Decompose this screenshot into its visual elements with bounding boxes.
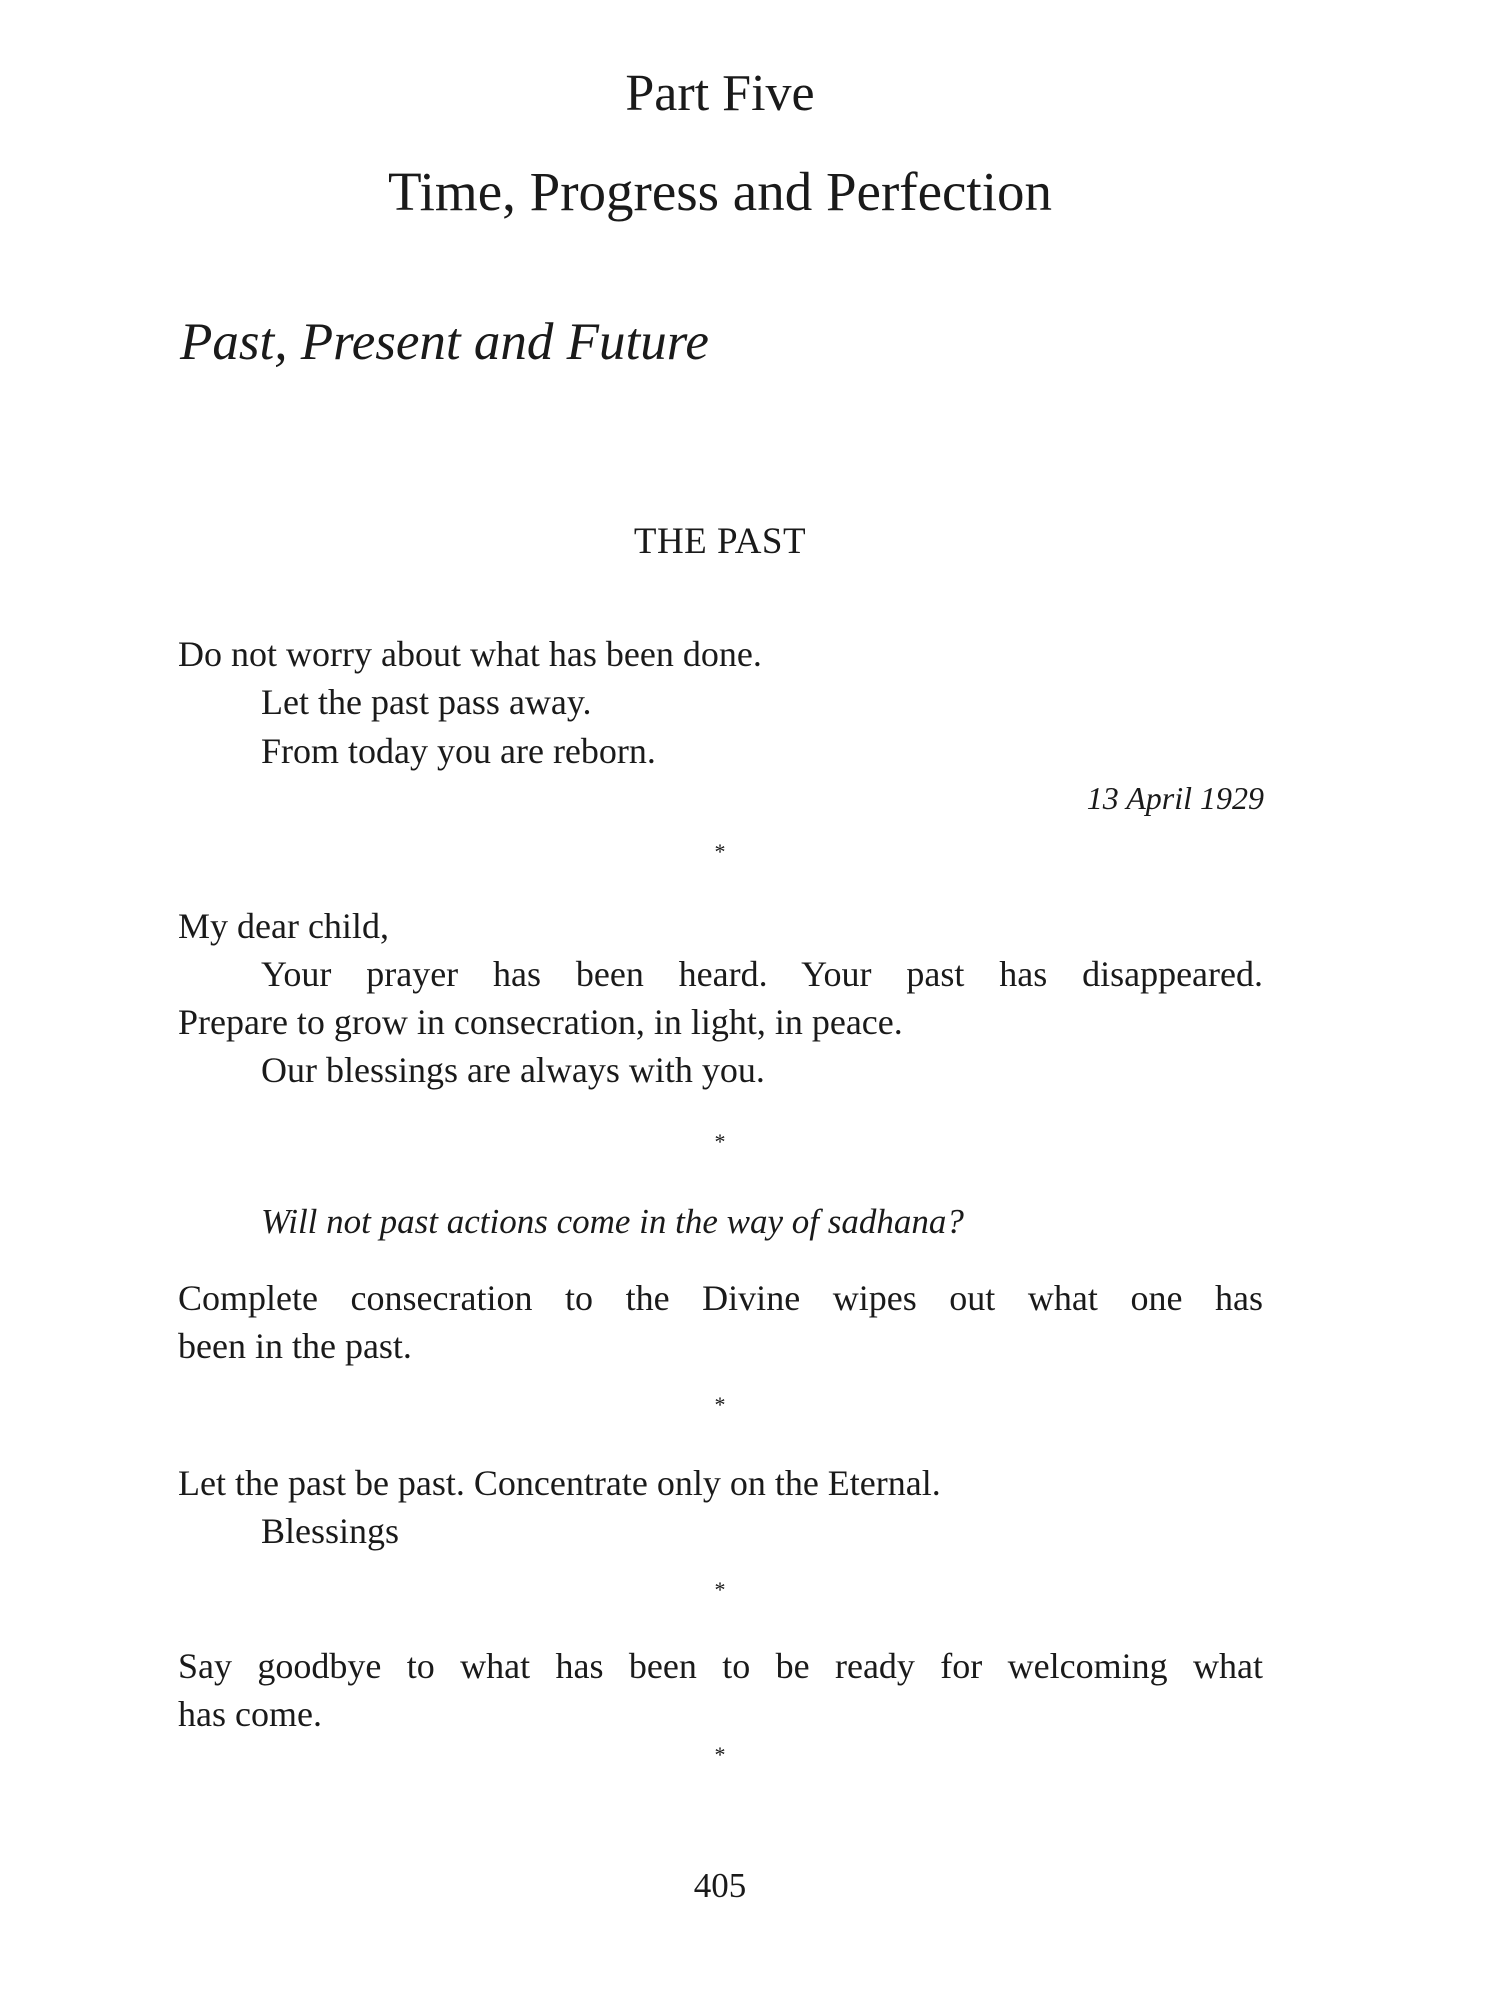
separator-star-1: * (714, 839, 726, 864)
separator-star-2: * (714, 1129, 726, 1154)
passage4-line2: Blessings (261, 1511, 400, 1551)
passage5-line2: has come. (178, 1694, 322, 1734)
part-label: Part Five (625, 65, 815, 122)
separator-star-5: * (714, 1742, 726, 1767)
passage1-line1: Do not worry about what has been done. (178, 634, 762, 674)
chapter-title: Past, Present and Future (180, 313, 709, 371)
separator-star-4: * (714, 1577, 726, 1602)
passage2-line3: Our blessings are always with you. (261, 1050, 765, 1090)
passage1-line3: From today you are reborn. (261, 731, 656, 771)
section-title: THE PAST (633, 521, 807, 562)
passage2-line2: Prepare to grow in consecration, in light, in peace. (178, 1002, 903, 1042)
part-title: Time, Progress and Perfection (387, 161, 1052, 222)
passage1-line2: Let the past pass away. (261, 682, 592, 722)
passage3-answer-line2: been in the past. (178, 1326, 412, 1366)
passage1-date: 13 April 1929 (1086, 780, 1264, 816)
passage2-line1: Your prayer has been heard. Your past has disappeared. (261, 954, 1263, 994)
page-number: 405 (693, 1866, 747, 1905)
passage4-line1: Let the past be past. Concentrate only on the Eternal. (178, 1463, 941, 1503)
separator-star-3: * (714, 1392, 726, 1417)
passage3-answer-line1: Complete consecration to the Divine wipes out what one has (178, 1278, 1263, 1318)
passage2-salutation: My dear child, (178, 906, 389, 946)
passage5-line1: Say goodbye to what has been to be ready for welcoming what (178, 1646, 1263, 1686)
question: Will not past actions come in the way of sadhana? (261, 1202, 964, 1241)
